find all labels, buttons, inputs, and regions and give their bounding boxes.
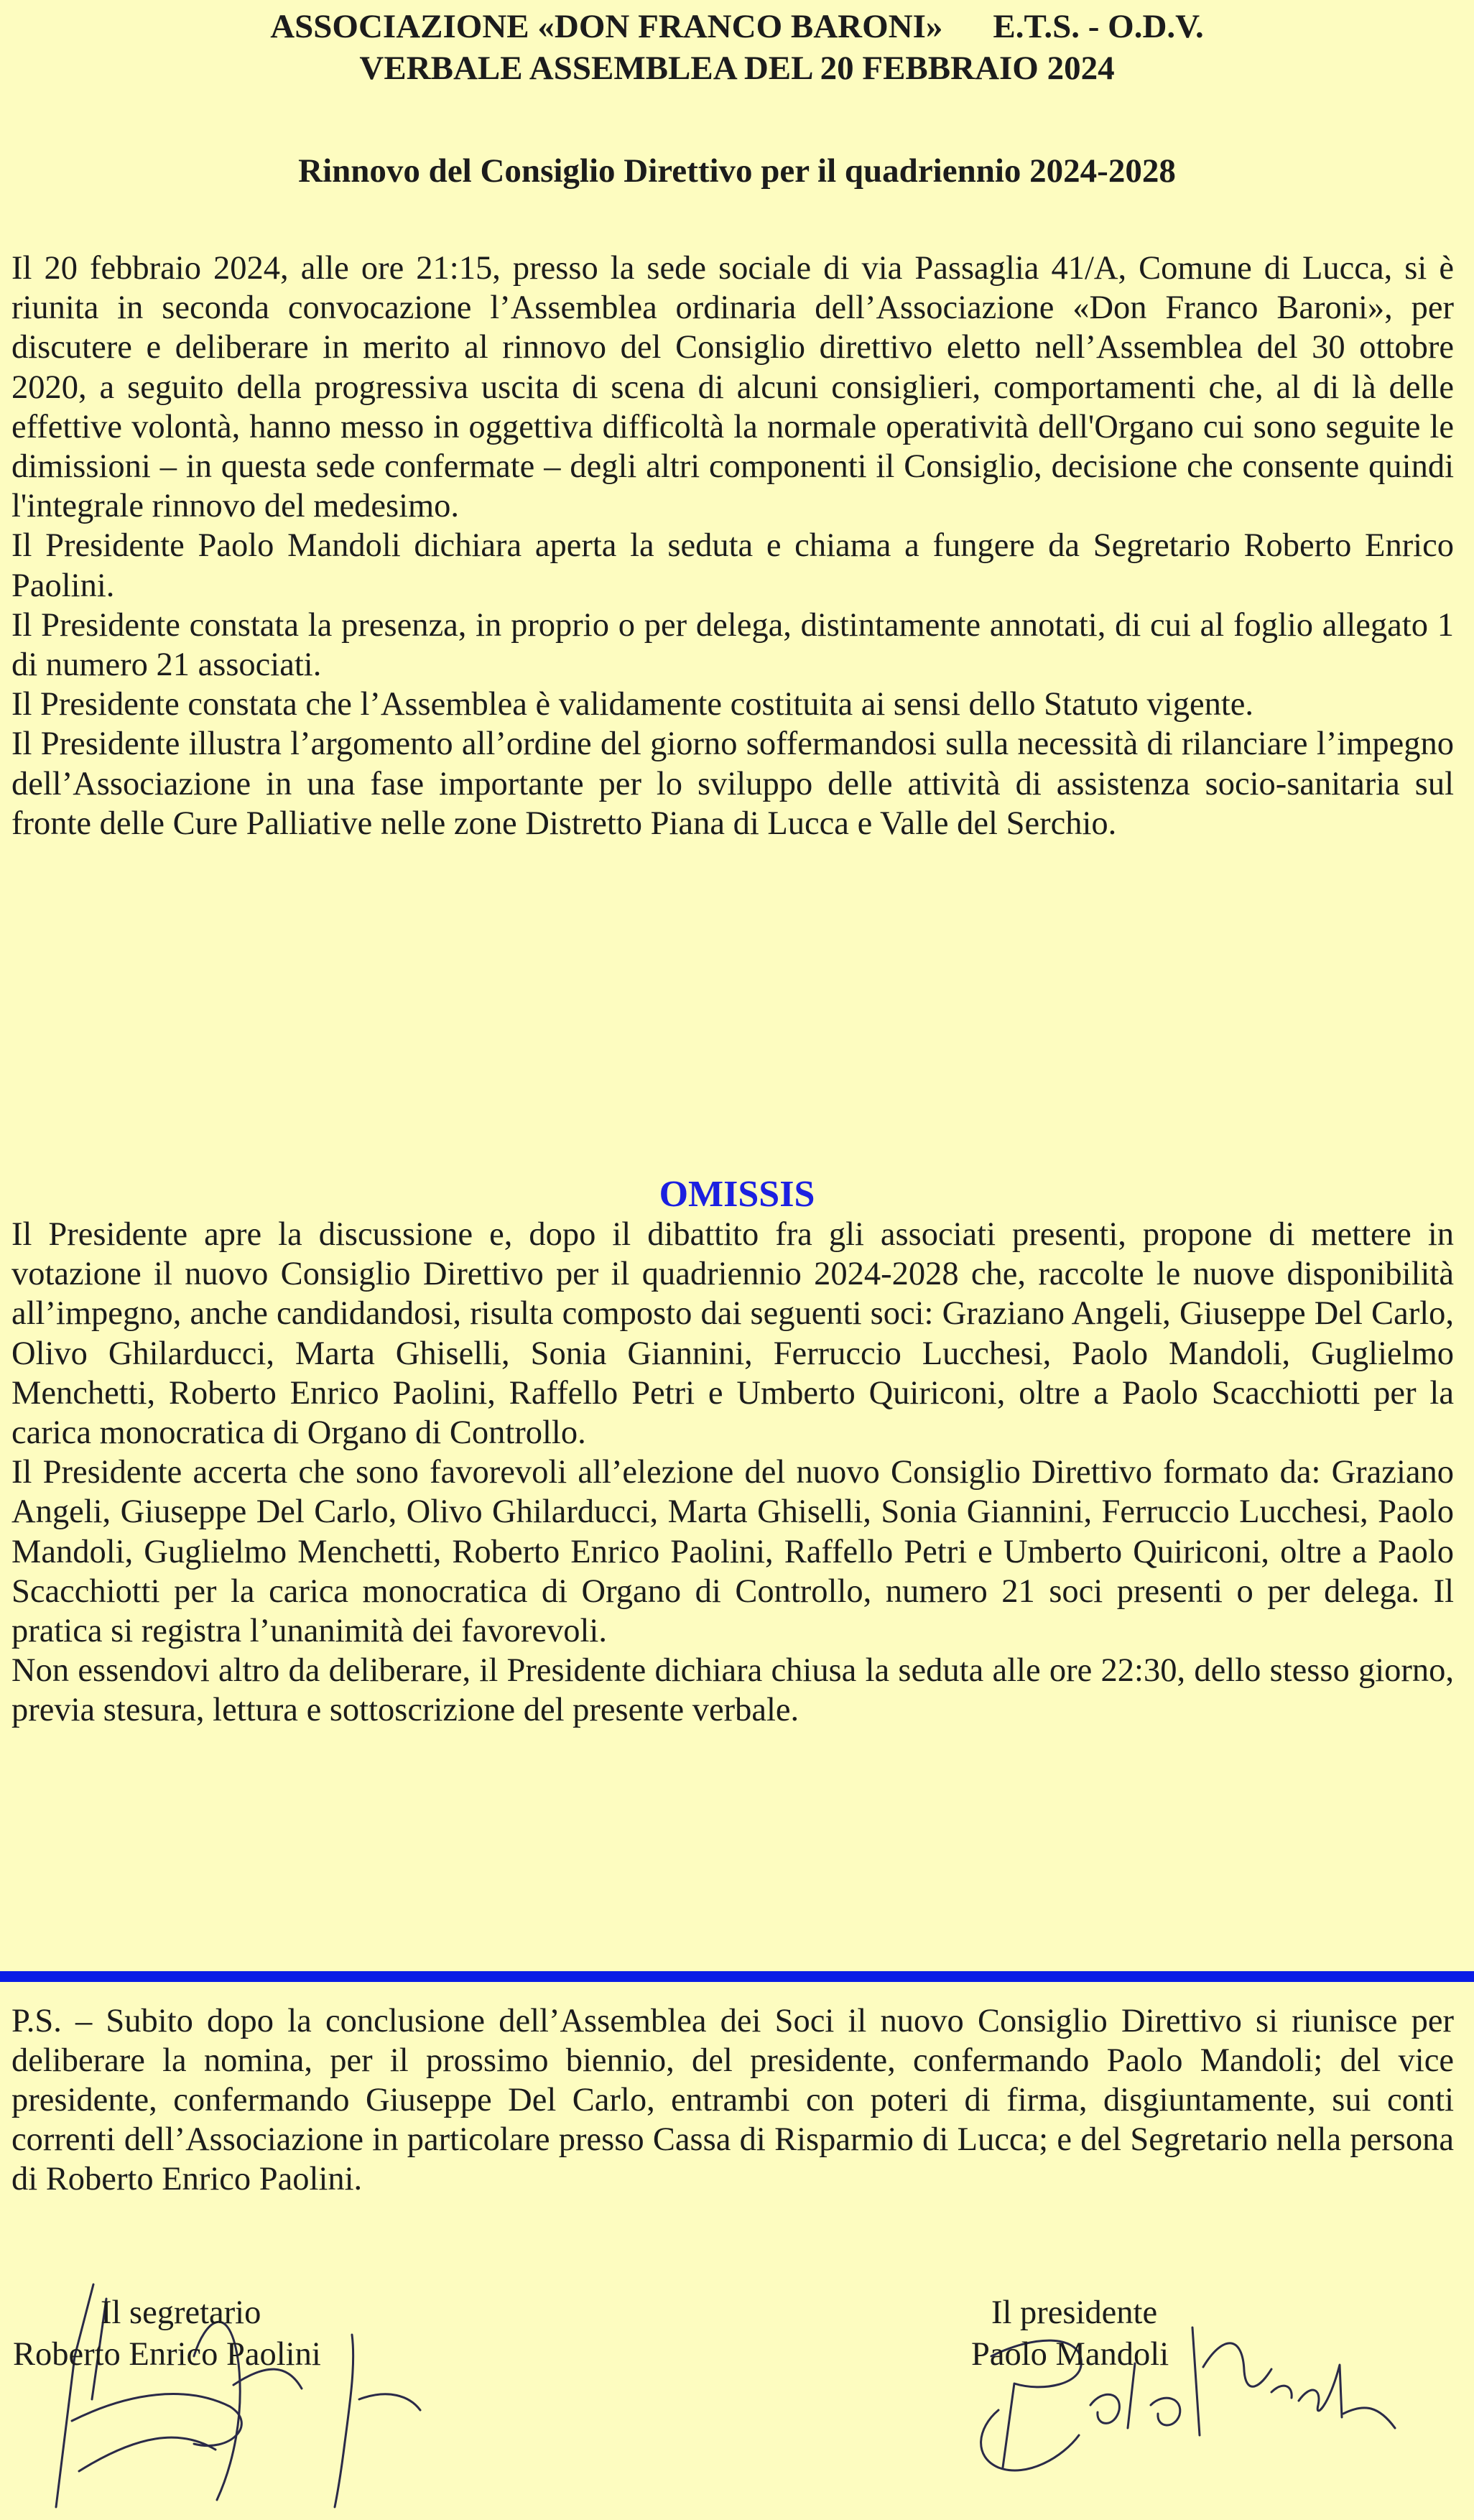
paragraph: Il Presidente accerta che sono favorevoli all’elezione del nuovo Consiglio Direttivo formato da: Graziano Angeli, Giuseppe Del Carlo, Olivo Ghilarducci, Marta Ghiselli, Sonia Giannini, Ferruccio Lucchesi, Paolo Mandoli, Guglielmo Menchetti, Roberto Enrico Paolini, Raffello Petri e Umberto Quiriconi, oltre a Paolo Scacchiotti per la carica monocratica di Organo di Controllo, numero 21 soci presenti o per delega. Il pratica si registra l’unanimità dei favorevoli. (11, 1454, 1454, 1650)
postscript (11, 2001, 1454, 2199)
president-name: Paolo Mandoli (971, 2336, 1169, 2373)
postscript-text: P.S. – Subito dopo la conclusione dell’Assemblea dei Soci il nuovo Consiglio Direttivo si riunisce per deliberare la nomina, per il prossimo biennio, del presidente, confermando Paolo Mandoli; del vice presidente, confermando Giuseppe Del Carlo, entrambi con poteri di firma, disgiuntamente, sui conti correnti dell’Associazione in particolare presso Cassa di Risparmio di Lucca; e del Segretario nella persona di Roberto Enrico Paolini. (11, 2003, 1454, 2197)
paragraph: Non essendovi altro da deliberare, il Presidente dichiara chiusa la seduta alle ore 22:30, dello stesso giorno, previa stesura, lettura e sottoscrizione del presente verbale. (11, 1652, 1454, 1729)
president-title: Il presidente (991, 2294, 1158, 2331)
minutes-subtitle: Rinnovo del Consiglio Direttivo per il quadriennio 2024-2028 (298, 152, 1176, 190)
paragraph: Il 20 febbraio 2024, alle ore 21:15, presso la sede sociale di via Passaglia 41/A, Comune di Lucca, si è riunita in seconda convocazione l’Assemblea ordinaria dell’Associazione «Don Franco Baroni», per discutere e deliberare in merito al rinnovo del Consiglio direttivo eletto nell’Assemblea del 30 ottobre 2020, a seguito della progressiva uscita di scena di alcuni consiglieri, comportamenti che, al di là delle effettive volontà, hanno messo in oggettiva difficoltà la normale operatività dell'Organo cui sono seguite le dimissioni – in questa sede confermate – degli altri componenti il Consiglio, decisione che consente quindi l'integrale rinnovo del medesimo. (11, 250, 1454, 525)
minutes-title: VERBALE ASSEMBLEA DEL 20 FEBBRAIO 2024 (359, 50, 1115, 87)
paragraph: Il Presidente constata che l’Assemblea è validamente costituita ai sensi dello Statuto vigente. (11, 686, 1254, 723)
paragraph: Il Presidente constata la presenza, in proprio o per delega, distintamente annotati, di cui al foglio allegato 1 di numero 21 associati. (11, 606, 1454, 684)
paragraph: Il Presidente illustra l’argomento all’ordine del giorno soffermandosi sulla necessità di rilanciare l’impegno dell’Associazione in una fase importante per lo sviluppo delle attività di assistenza socio-sanitaria sul fronte delle Cure Palliative nelle zone Distretto Piana di Lucca e Valle del Serchio. (11, 726, 1454, 842)
secretary-name: Roberto Enrico Paolini (13, 2336, 321, 2373)
paragraph: Il Presidente Paolo Mandoli dichiara aperta la seduta e chiama a fungere da Segretario Roberto Enrico Paolini. (11, 527, 1454, 604)
association-type: E.T.S. - O.D.V. (993, 8, 1204, 45)
association-name: ASSOCIAZIONE «DON FRANCO BARONI» (270, 8, 943, 45)
section-divider (0, 1971, 1474, 1982)
minutes-section-2 (11, 1215, 1454, 1731)
secretary-title: Il segretario (101, 2294, 261, 2331)
omissis-heading: OMISSIS (659, 1174, 815, 1215)
minutes-section-1 (11, 249, 1454, 843)
association-heading (0, 6, 1474, 47)
paragraph: Il Presidente apre la discussione e, dopo il dibattito fra gli associati presenti, propone di mettere in votazione il nuovo Consiglio Direttivo per il quadriennio 2024-2028 che, raccolte le nuove disponibilità all’impegno, anche candidandosi, risulta composto dai seguenti soci: Graziano Angeli, Giuseppe Del Carlo, Olivo Ghilarducci, Marta Ghiselli, Sonia Giannini, Ferruccio Lucchesi, Paolo Mandoli, Guglielmo Menchetti, Roberto Enrico Paolini, Raffello Petri e Umberto Quiriconi, oltre a Paolo Scacchiotti per la carica monocratica di Organo di Controllo. (11, 1216, 1454, 1452)
